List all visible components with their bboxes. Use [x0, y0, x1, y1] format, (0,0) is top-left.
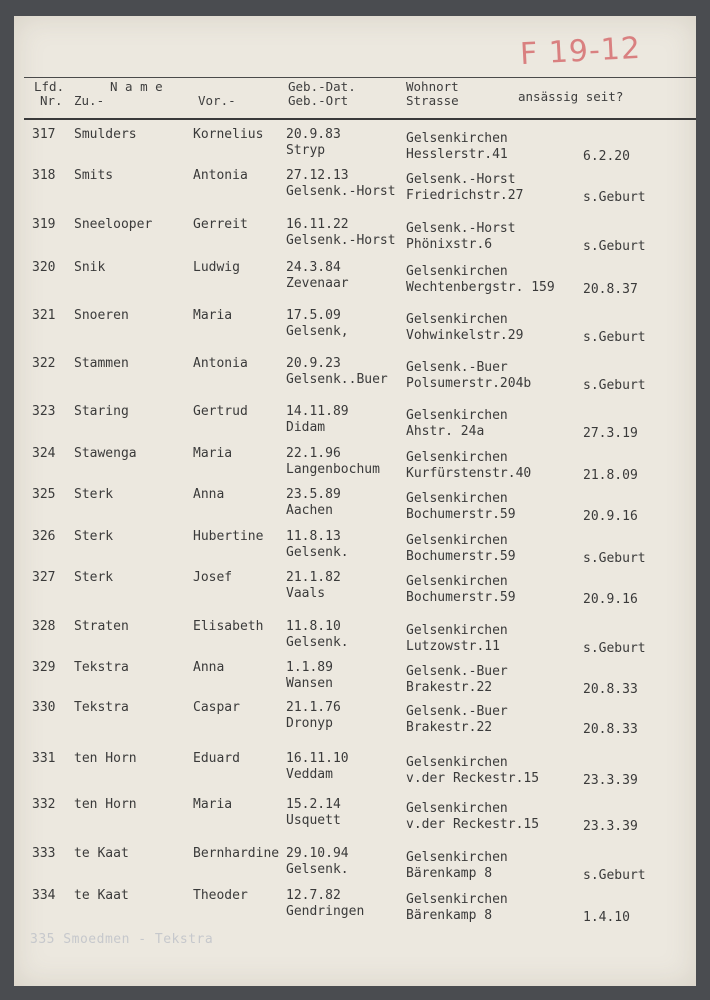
birth-date: 15.2.14 [286, 797, 341, 812]
birth-place: Gelsenk..Buer [286, 372, 388, 387]
resident-since: 20.9.16 [583, 509, 638, 524]
birth-date: 21.1.82 [286, 570, 341, 585]
birth-date: 24.3.84 [286, 260, 341, 275]
resident-since: 23.3.39 [583, 773, 638, 788]
header-geb-ort: Geb.-Ort [288, 93, 349, 108]
first-name: Kornelius [193, 127, 264, 142]
resident-since: 20.8.37 [583, 282, 638, 297]
first-name: Maria [193, 797, 233, 812]
row-number: 326 [32, 529, 56, 544]
first-name: Maria [193, 446, 233, 461]
birth-place: Dronyp [286, 716, 333, 731]
birth-date: 11.8.13 [286, 529, 341, 544]
resident-since: 6.2.20 [583, 149, 630, 164]
street: Kurfürstenstr.40 [406, 466, 532, 481]
street: Brakestr.22 [406, 720, 493, 735]
resident-since: s.Geburt [583, 239, 646, 254]
surname: Stammen [74, 356, 129, 371]
header-bottom-rule [24, 118, 696, 120]
resident-since: s.Geburt [583, 868, 646, 883]
surname: Straten [74, 619, 129, 634]
street: Polsumerstr.204b [406, 376, 532, 391]
handwritten-annotation: F 19-12 [519, 30, 642, 73]
table-row [0, 751, 700, 795]
table-row [0, 700, 700, 744]
residence: Gelsenkirchen [406, 131, 508, 146]
row-number: 333 [32, 846, 56, 861]
resident-since: s.Geburt [583, 551, 646, 566]
first-name: Josef [193, 570, 233, 585]
table-row [0, 217, 700, 261]
resident-since: 1.4.10 [583, 910, 630, 925]
birth-place: Wansen [286, 676, 333, 691]
surname: Stawenga [74, 446, 137, 461]
surname: Sneelooper [74, 217, 153, 232]
header-zu: Zu.- [74, 93, 105, 108]
resident-since: 21.8.09 [583, 468, 638, 483]
table-row [0, 356, 700, 400]
birth-place: Gelsenk. [286, 545, 349, 560]
birth-place: Gelsenk.-Horst [286, 184, 396, 199]
residence: Gelsenkirchen [406, 408, 508, 423]
first-name: Gerreit [193, 217, 248, 232]
birth-date: 1.1.89 [286, 660, 333, 675]
row-number: 334 [32, 888, 56, 903]
row-number: 332 [32, 797, 56, 812]
birth-date: 12.7.82 [286, 888, 341, 903]
row-number: 318 [32, 168, 56, 183]
header-lfd: Lfd. [34, 79, 65, 94]
residence: Gelsenkirchen [406, 450, 508, 465]
header-nr: Nr. [40, 93, 63, 108]
faint-bleed-through-line: 335 Smoedmen - Tekstra [30, 932, 214, 947]
table-row [0, 260, 700, 304]
street: Brakestr.22 [406, 680, 493, 695]
street: Bochumerstr.59 [406, 590, 516, 605]
header-name: N a m e [110, 79, 163, 94]
street: Ahstr. 24a [406, 424, 485, 439]
birth-place: Gelsenk. [286, 862, 349, 877]
birth-place: Usquett [286, 813, 341, 828]
birth-date: 16.11.22 [286, 217, 349, 232]
row-number: 321 [32, 308, 56, 323]
residence: Gelsenkirchen [406, 312, 508, 327]
first-name: Theoder [193, 888, 248, 903]
header-geb-dat: Geb.-Dat. [288, 79, 356, 94]
surname: ten Horn [74, 751, 137, 766]
residence: Gelsenkirchen [406, 623, 508, 638]
birth-place: Aachen [286, 503, 333, 518]
first-name: Anna [193, 660, 225, 675]
street: Bochumerstr.59 [406, 507, 516, 522]
first-name: Hubertine [193, 529, 264, 544]
residence: Gelsenk.-Horst [406, 172, 516, 187]
row-number: 319 [32, 217, 56, 232]
street: Phönixstr.6 [406, 237, 493, 252]
surname: Sterk [74, 570, 114, 585]
table-row [0, 660, 700, 704]
birth-date: 27.12.13 [286, 168, 349, 183]
surname: Sterk [74, 529, 114, 544]
row-number: 330 [32, 700, 56, 715]
first-name: Eduard [193, 751, 240, 766]
surname: Snoeren [74, 308, 129, 323]
birth-date: 22.1.96 [286, 446, 341, 461]
row-number: 322 [32, 356, 56, 371]
street: Lutzowstr.11 [406, 639, 500, 654]
row-number: 323 [32, 404, 56, 419]
header-ansaessig: ansässig seit? [518, 89, 624, 104]
birth-date: 17.5.09 [286, 308, 341, 323]
birth-date: 20.9.23 [286, 356, 341, 371]
first-name: Anna [193, 487, 225, 502]
table-row [0, 846, 700, 890]
birth-place: Gelsenk.-Horst [286, 233, 396, 248]
birth-place: Langenbochum [286, 462, 380, 477]
birth-place: Vaals [286, 586, 326, 601]
resident-since: 27.3.19 [583, 426, 638, 441]
residence: Gelsenk.-Buer [406, 704, 508, 719]
first-name: Elisabeth [193, 619, 264, 634]
birth-date: 21.1.76 [286, 700, 341, 715]
table-row [0, 570, 700, 614]
residence: Gelsenkirchen [406, 850, 508, 865]
resident-since: s.Geburt [583, 190, 646, 205]
birth-place: Gendringen [286, 904, 365, 919]
birth-place: Veddam [286, 767, 333, 782]
header-top-rule [24, 77, 696, 78]
street: Bärenkamp 8 [406, 908, 493, 923]
residence: Gelsenk.-Buer [406, 360, 508, 375]
street: Friedrichstr.27 [406, 188, 524, 203]
first-name: Bernhardine [193, 846, 280, 861]
residence: Gelsenkirchen [406, 574, 508, 589]
surname: te Kaat [74, 846, 129, 861]
first-name: Antonia [193, 168, 248, 183]
resident-since: s.Geburt [583, 378, 646, 393]
resident-since: 20.8.33 [583, 722, 638, 737]
first-name: Gertrud [193, 404, 248, 419]
street: Bärenkamp 8 [406, 866, 493, 881]
surname: te Kaat [74, 888, 129, 903]
surname: ten Horn [74, 797, 137, 812]
table-row [0, 404, 700, 448]
birth-place: Gelsenk, [286, 324, 349, 339]
residence: Gelsenk.-Buer [406, 664, 508, 679]
street: Bochumerstr.59 [406, 549, 516, 564]
residence: Gelsenkirchen [406, 491, 508, 506]
birth-place: Zevenaar [286, 276, 349, 291]
residence: Gelsenkirchen [406, 755, 508, 770]
first-name: Caspar [193, 700, 240, 715]
street: Wechtenbergstr. 159 [406, 280, 555, 295]
table-row [0, 529, 700, 573]
surname: Sterk [74, 487, 114, 502]
first-name: Maria [193, 308, 233, 323]
birth-date: 29.10.94 [286, 846, 349, 861]
surname: Snik [74, 260, 106, 275]
residence: Gelsenkirchen [406, 264, 508, 279]
table-row [0, 619, 700, 663]
street: v.der Reckestr.15 [406, 817, 540, 832]
table-row [0, 127, 700, 171]
resident-since: 20.8.33 [583, 682, 638, 697]
row-number: 327 [32, 570, 56, 585]
header-wohnort: Wohnort [406, 79, 459, 94]
table-row [0, 168, 700, 212]
birth-place: Stryp [286, 143, 326, 158]
resident-since: 20.9.16 [583, 592, 638, 607]
residence: Gelsenkirchen [406, 892, 508, 907]
street: Hesslerstr.41 [406, 147, 508, 162]
surname: Tekstra [74, 700, 129, 715]
row-number: 329 [32, 660, 56, 675]
birth-date: 16.11.10 [286, 751, 349, 766]
table-row [0, 446, 700, 490]
birth-date: 23.5.89 [286, 487, 341, 502]
resident-since: 23.3.39 [583, 819, 638, 834]
row-number: 324 [32, 446, 56, 461]
table-row [0, 487, 700, 531]
resident-since: s.Geburt [583, 330, 646, 345]
birth-date: 14.11.89 [286, 404, 349, 419]
first-name: Ludwig [193, 260, 240, 275]
surname: Tekstra [74, 660, 129, 675]
residence: Gelsenk.-Horst [406, 221, 516, 236]
residence: Gelsenkirchen [406, 533, 508, 548]
row-number: 328 [32, 619, 56, 634]
birth-place: Didam [286, 420, 326, 435]
row-number: 317 [32, 127, 56, 142]
first-name: Antonia [193, 356, 248, 371]
resident-since: s.Geburt [583, 641, 646, 656]
table-row [0, 308, 700, 352]
table-row [0, 797, 700, 841]
residence: Gelsenkirchen [406, 801, 508, 816]
surname: Smulders [74, 127, 137, 142]
row-number: 325 [32, 487, 56, 502]
row-number: 320 [32, 260, 56, 275]
header-vor: Vor.- [198, 93, 236, 108]
header-strasse: Strasse [406, 93, 459, 108]
row-number: 331 [32, 751, 56, 766]
street: v.der Reckestr.15 [406, 771, 540, 786]
surname: Staring [74, 404, 129, 419]
surname: Smits [74, 168, 114, 183]
birth-place: Gelsenk. [286, 635, 349, 650]
birth-date: 20.9.83 [286, 127, 341, 142]
birth-date: 11.8.10 [286, 619, 341, 634]
street: Vohwinkelstr.29 [406, 328, 524, 343]
table-row [0, 888, 700, 932]
